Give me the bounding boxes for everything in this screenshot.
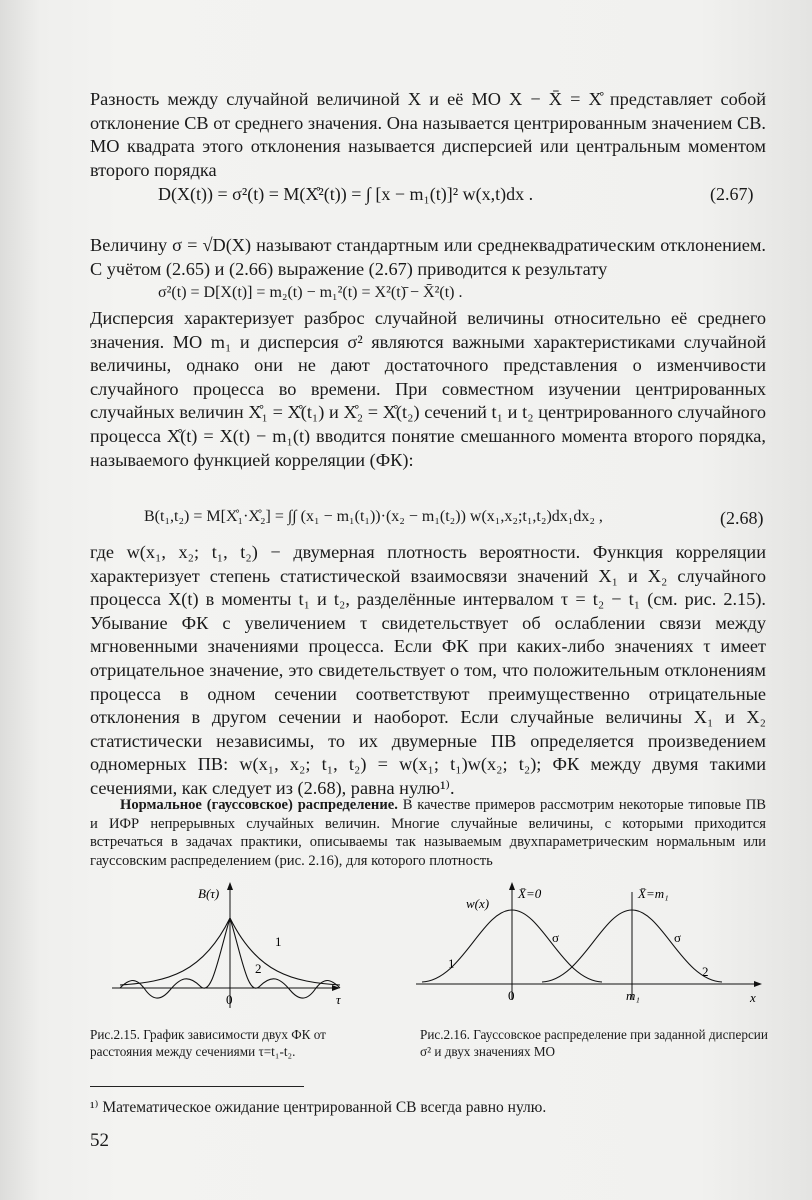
- section-gaussian: [90, 796, 766, 870]
- curve-1-label: 1: [448, 956, 455, 971]
- origin-label: 0: [226, 992, 233, 1007]
- paragraph-correlation-details: [90, 541, 766, 801]
- y-axis-arrow: [509, 882, 515, 890]
- equation-sigma: σ²(t) = D[X(t)] = m₂(t) − m₁²(t) = X²(t)̄ − X̄²(t) .: [158, 284, 463, 301]
- equation-number: (2.67): [710, 184, 754, 204]
- figure-2-15-caption: Рис.2.15. График зависимости двух ФК от расстояния между сечениями τ=t₁-t₂.: [90, 1027, 326, 1059]
- equation-2-67: D(X(t)) = σ²(t) = M(X̊²(t)) = ∫ [x − m₁(t)]² w(x,t)dx .: [158, 184, 534, 204]
- y-label: B(τ): [198, 886, 220, 901]
- section-paragraph: [90, 796, 766, 870]
- figure-2-16: [412, 870, 772, 1020]
- paragraph-text: Дисперсия характеризует разброс случайной величины относительно её среднего значения. МО m₁ и дисперсия σ² являются важными характеристиками случайной величины, однако они не дают достаточного представления о изменчивости случайного процесса во времени. При совместном изучении центрированных случайных величин X̊₁ = X̊(t₁) и X̊₂ = X̊(t₂) сечений t₁ и t₂ центрированного случайного процесса X̊(t) = X(t) − m₁(t) вводится понятие смешанного момента второго порядка, называемого функцией корреляции (ФК):: [90, 308, 766, 470]
- paragraph-std-dev: [90, 234, 766, 281]
- y-label: w(x): [466, 896, 490, 911]
- page-number: 52: [90, 1130, 109, 1151]
- paragraph-correlation: [90, 307, 766, 472]
- y-axis-arrow: [227, 882, 233, 890]
- curve-1-label: 1: [275, 934, 282, 949]
- footnote-separator: [90, 1086, 304, 1087]
- figure-2-16-caption: Рис.2.16. Гауссовское распределение при заданной дисперсии σ² и двух значениях МО: [420, 1027, 768, 1059]
- mean-zero-label: X̄=0: [518, 886, 542, 901]
- sigma-label-2: σ: [674, 930, 682, 945]
- x-label: τ: [336, 992, 341, 1007]
- curve-2-label: 2: [255, 961, 262, 976]
- paragraph-variance-intro: [90, 88, 766, 182]
- paragraph-text: Величину σ = √D(X) называют стандартным или среднеквадратическим отклонением. С учётом (2.65) и (2.66) выражение (2.67) приводится к результату: [90, 235, 766, 279]
- mean-m1-label: X̄=m₁: [638, 886, 669, 901]
- origin-label: 0: [508, 988, 515, 1003]
- paragraph-text: Разность между случайной величиной X и её МО X − X̄ = X̊ представляет собой отклонение СВ от среднего значения. Она называется центрированным значением СВ. МО квадрата этого отклонения называется дисперсией или центральным моментом второго порядка: [90, 89, 766, 180]
- equation-2-68: B(t₁,t₂) = M[X̊₁·X̊₂] = ∫∫ (x₁ − m₁(t₁))·(x₂ − m₁(t₂)) w(x₁,x₂;t₁,t₂)dx₁dx₂ ,: [144, 508, 603, 525]
- equation-number: (2.68): [720, 508, 764, 528]
- section-heading: Нормальное (гауссовское) распределение.: [120, 797, 398, 813]
- section-text: В качестве примеров рассмотрим некоторые типовые ПВ и ИФР непрерывных случайных величин. Многие случайные величины, с которыми приходится встречаться в задачах практики, описываемы так называемым двухпараметрическим нормальным или гауссовским распределением (рис. 2.16), для которого плотность: [90, 797, 767, 869]
- footnote: ¹⁾ Математическое ожидание центрированной СВ всегда равно нулю.: [90, 1099, 547, 1116]
- x-axis-arrow: [754, 981, 762, 987]
- sigma-label-1: σ: [552, 930, 560, 945]
- paragraph-text: где w(x₁, x₂; t₁, t₂) − двумерная плотность вероятности. Функция корреляции характеризует степень статистической взаимосвязи значений X₁ и X₂ случайного процесса X(t) в моменты t₁ и t₂, разделённые интервалом τ = t₂ − t₁ (см. рис. 2.15). Убывание ФК с увеличением τ свидетельствует об ослаблении связи между мгновенными значениями процесса. Если ФК при каких-либо значениях τ имеет отрицательное значение, это свидетельствует о том, что положительным отклонениям процесса в одном сечении соответствуют преимущественно отрицательные отклонения в другом сечении и наоборот. Если случайные величины X₁ и X₂ статистически независимы, то их двумерные ПВ определяется произведением одномерных ПВ: w(x₁, x₂; t₁, t₂) = w(x₁; t₁)w(x₂; t₂); ФК между двумя такими сечениями, как следует из (2.68), равна нулю¹⁾.: [90, 542, 766, 798]
- figure-2-15: [108, 878, 358, 1018]
- x-axis-arrow: [332, 985, 340, 991]
- m1-tick-label: m₁: [626, 988, 640, 1003]
- curve-2-label: 2: [702, 964, 709, 979]
- x-label: x: [750, 990, 756, 1005]
